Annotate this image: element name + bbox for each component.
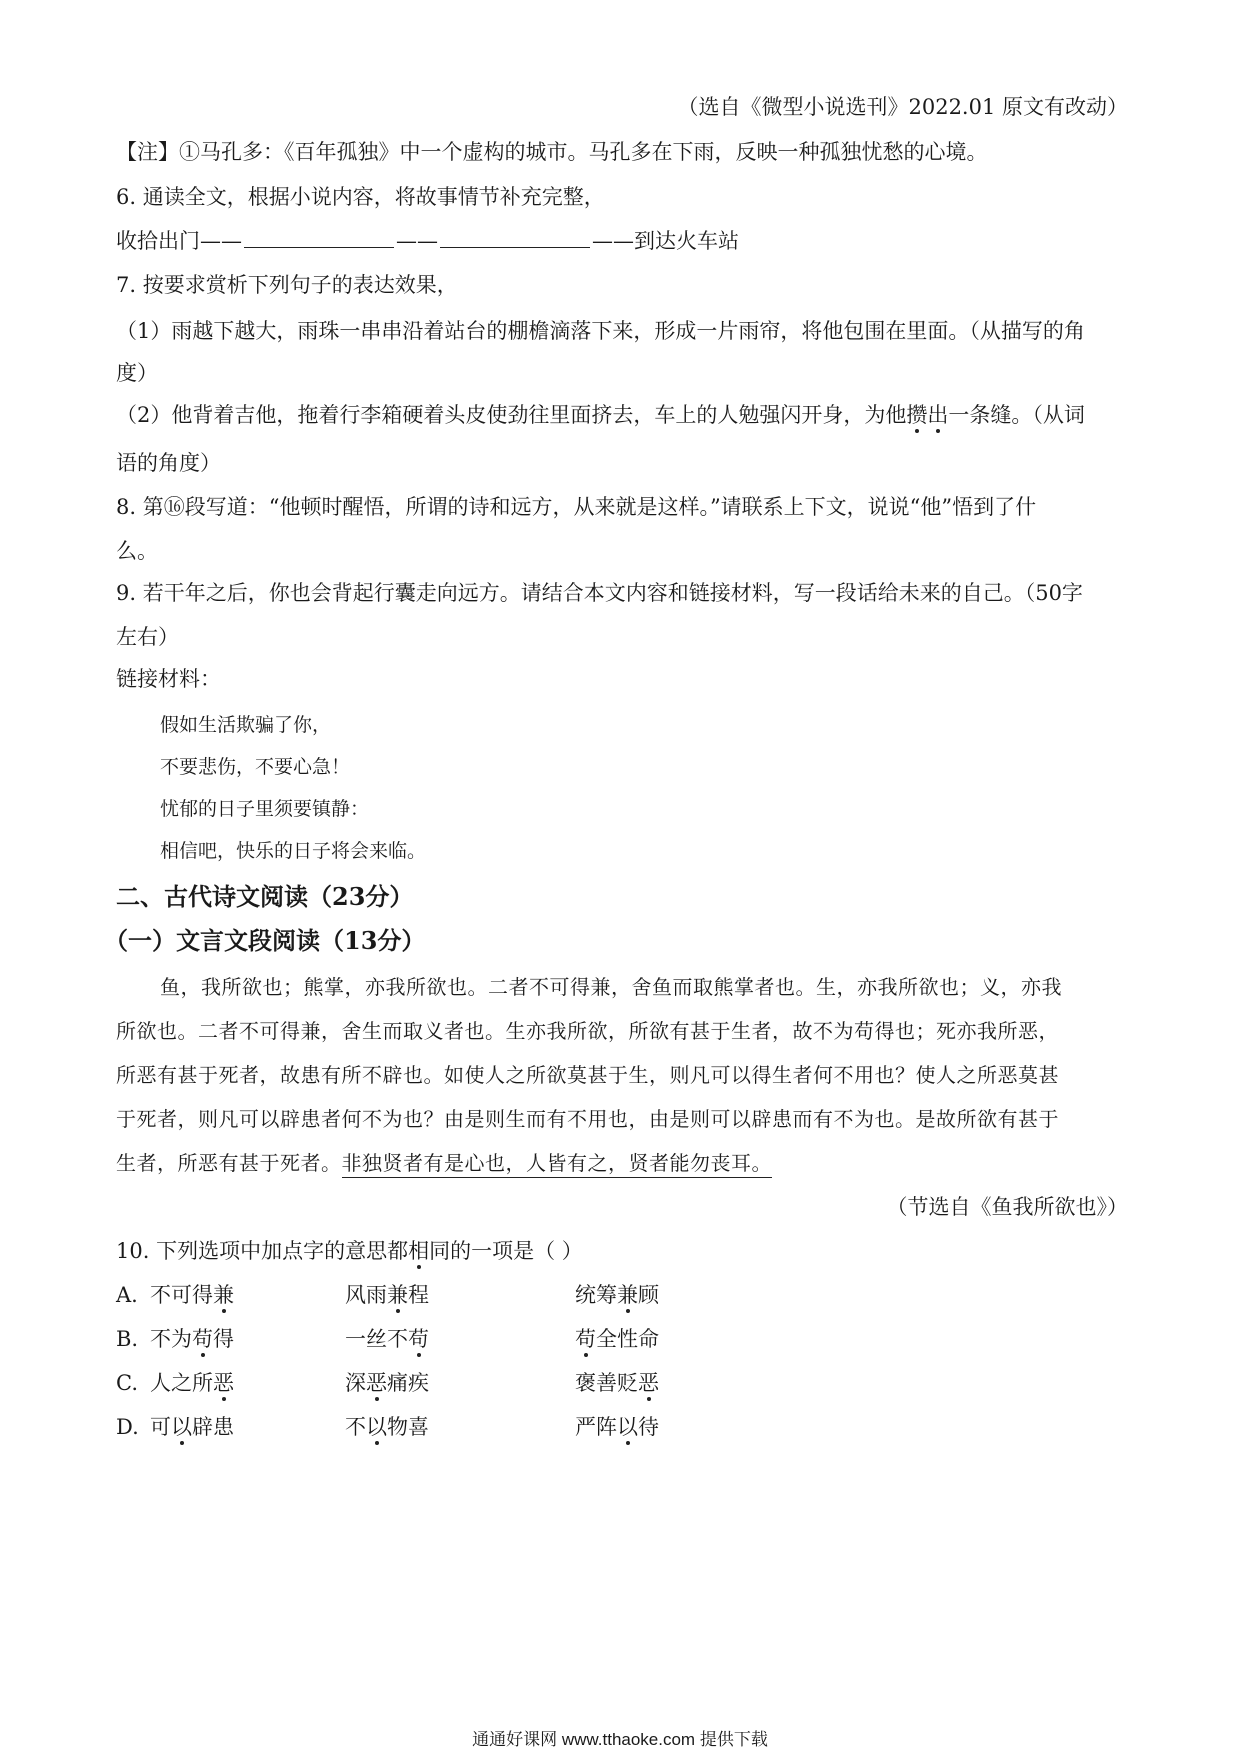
answer-blank-1[interactable] [244, 227, 394, 248]
option-c-item-3: 褒善贬恶 [575, 1371, 659, 1395]
question-7-sentence-2-cont: 语的角度） [116, 451, 221, 475]
link-material-label: 链接材料： [116, 667, 221, 691]
question-7-sentence-2: （2）他背着吉他，拖着行李箱硬着头皮使劲往里面挤去，车上的人勉强闪开身，为他攒出一条缝。（从词 [116, 403, 1085, 427]
question-6-stem: 6. 通读全文，根据小说内容，将故事情节补充完整， [116, 185, 605, 209]
option-d-label: D. [116, 1415, 139, 1439]
option-a-item-3: 统筹兼顾 [575, 1283, 659, 1307]
annotation: 【注】①马孔多：《百年孤独》中一个虚构的城市。马孔多在下雨，反映一种孤独忧愁的心境。 [116, 140, 988, 164]
classical-text-line: 生者，所恶有甚于死者。非独贤者有是心也，人皆有之，贤者能勿丧耳。 [116, 1148, 1128, 1178]
dotted-char: 相 [408, 1239, 430, 1263]
poem-line: 假如生活欺骗了你， [160, 714, 332, 736]
question-7-sentence-1-cont: 度） [116, 361, 158, 385]
classical-text-line: 所恶有甚于死者，故患有所不辟也。如使人之所欲莫甚于生，则凡可以得生者何不用也？使人之所恶莫甚 [116, 1063, 1059, 1087]
question-9-line-2: 左右） [116, 625, 179, 649]
answer-blank-2[interactable] [440, 227, 590, 248]
footer-download-note: 通通好课网 www.tthaoke.com 提供下载 [472, 1730, 768, 1749]
question-6-plot-chain: 收拾出门—— —— ——到达火车站 [116, 229, 739, 253]
option-b-label: B. [116, 1327, 139, 1351]
poem-line: 不要悲伤，不要心急！ [160, 756, 351, 778]
classical-text-line: 于死者，则凡可以辟患者何不为也？由是则生而有不用也，由是则可以辟患而有不为也。是故所欲有甚于 [116, 1107, 1059, 1131]
question-8-line-1: 8. 第⑯段写道：“他顿时醒悟，所谓的诗和远方，从来就是这样。”请联系上下文，说说“他”悟到了什 [116, 495, 1037, 519]
dotted-char: 出 [927, 403, 949, 427]
option-a-label: A. [116, 1283, 138, 1307]
option-a-item-2: 风雨兼程 [345, 1283, 429, 1307]
option-d-item-2: 不以物喜 [345, 1415, 429, 1439]
source-note: （选自《微型小说选刊》2022.01 原文有改动） [677, 95, 1128, 119]
question-10-stem: 10. 下列选项中加点字的意思都相同的一项是（ ） [116, 1239, 583, 1263]
option-a-item-1: 不可得兼 [150, 1283, 234, 1307]
option-c-item-2: 深恶痛疾 [345, 1371, 429, 1395]
classical-text-line: 鱼，我所欲也；熊掌，亦我所欲也。二者不可得兼，舍鱼而取熊掌者也。生，亦我所欲也；义，亦我 [160, 975, 1062, 999]
dotted-char: 攒 [906, 403, 928, 427]
question-9-line-1: 9. 若干年之后，你也会背起行囊走向远方。请结合本文内容和链接材料，写一段话给未来的自己。（50字 [116, 581, 1083, 605]
option-b-item-3: 苟全性命 [575, 1327, 659, 1351]
option-c-item-1: 人之所恶 [150, 1371, 234, 1395]
question-7-sentence-1: （1）雨越下越大，雨珠一串串沿着站台的棚檐滴落下来，形成一片雨帘，将他包围在里面。（从描写的角 [116, 319, 1085, 343]
option-d-item-1: 可以辟患 [150, 1415, 234, 1439]
option-d-item-3: 严阵以待 [575, 1415, 659, 1439]
option-b-item-2: 一丝不苟 [345, 1327, 429, 1351]
classical-text-line: 所欲也。二者不可得兼，舍生而取义者也。生亦我所欲，所欲有甚于生者，故不为苟得也；死亦我所恶， [116, 1019, 1059, 1043]
section-2-title: 二、古代诗文阅读（23分） [116, 882, 414, 911]
poem-line: 忧郁的日子里须要镇静： [160, 798, 370, 820]
subsection-1-title: （一）文言文段阅读（13分） [104, 926, 426, 955]
question-8-line-2: 么。 [116, 539, 158, 563]
poem-line: 相信吧，快乐的日子将会来临。 [160, 840, 427, 862]
classical-source: （节选自《鱼我所欲也》） [886, 1195, 1128, 1219]
option-b-item-1: 不为苟得 [150, 1327, 234, 1351]
question-7-stem: 7. 按要求赏析下列句子的表达效果， [116, 273, 458, 297]
option-c-label: C. [116, 1371, 138, 1395]
underlined-sentence: 非独贤者有是心也，人皆有之，贤者能勿丧耳。 [342, 1151, 773, 1178]
